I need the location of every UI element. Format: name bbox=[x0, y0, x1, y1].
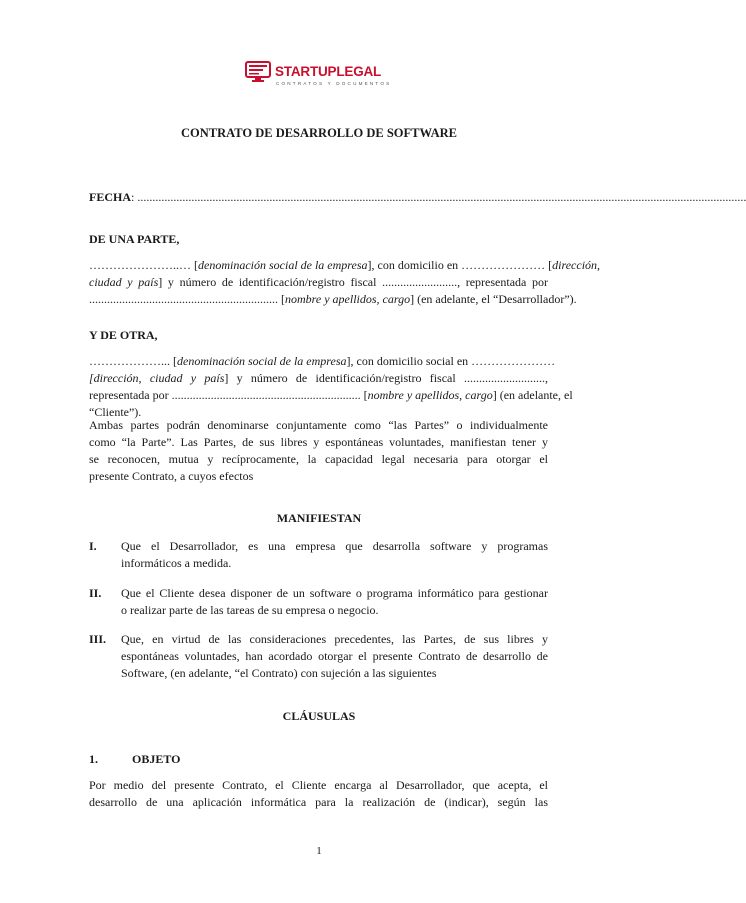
una-parte-heading: DE UNA PARTE, bbox=[89, 232, 180, 246]
document-title: CONTRATO DE DESARROLLO DE SOFTWARE bbox=[181, 126, 457, 140]
otra-parte-paragraph: ………………... [denominación social de la empresa], con domicilio social en ………………… [dirección, ciudad y país] y número de identificación/registro fiscal ..........................., representada por ............................................................... [nombre y apellidos, cargo] (en adelante, el “Cliente”). bbox=[89, 354, 573, 419]
logo-wordmark: STARTUPLEGAL bbox=[275, 64, 382, 79]
manifiesto-number-2: II. bbox=[89, 586, 102, 600]
clausula-1-paragraph: Por medio del presente Contrato, el Cliente encarga al Desarrollador, que acepta, el desarrollo de una aplicación informática para la realización de (indicar), según las bbox=[89, 778, 548, 809]
startuplegal-logo bbox=[245, 61, 392, 93]
manifiestan-heading: MANIFIESTAN bbox=[276, 511, 362, 525]
una-parte-paragraph: …………………..… [denominación social de la empresa], con domicilio en ………………… [dirección, ciudad y país] y número de identificación/registro fiscal ........................., representada por ............................................................... [nombre y apellidos, cargo] (en adelante, el “Desarrollador”). bbox=[89, 258, 601, 306]
clausulas-heading: CLÁUSULAS bbox=[282, 709, 356, 723]
page-number: 1 bbox=[316, 845, 322, 857]
ambas-partes-paragraph: Ambas partes podrán denominarse conjuntamente como “las Partes” o individualmente como “la Parte”. Las Partes, de sus libres y espontáneas voluntades, manifiestan tener y se reconocen, mutua y recíprocamente, la capacidad legal necesaria para otorgar el presente Contrato, a cuyos efectos bbox=[89, 418, 548, 483]
clausula-1-title: OBJETO bbox=[132, 752, 181, 766]
fecha-line bbox=[89, 189, 746, 205]
fecha-label: FECHA bbox=[89, 190, 131, 204]
manifiesto-item-3: Que, en virtud de las consideraciones precedentes, las Partes, de sus libres y espontáneas voluntades, han acordado otorgar el presente Contrato de desarrollo de Software, (en adelante, “el Contrato) con sujeción a las siguientes bbox=[121, 632, 548, 680]
logo-tagline: CONTRATOS Y DOCUMENTOS bbox=[276, 81, 392, 86]
manifiesto-item-2: Que el Cliente desea disponer de un software o programa informático para gestionar o realizar parte de las tareas de su empresa o negocio. bbox=[121, 586, 548, 617]
manifiesto-number-3: III. bbox=[89, 632, 107, 646]
fecha-blank: : ........................................................................................................................................................................................................... bbox=[131, 190, 746, 204]
clausula-1-number: 1. bbox=[89, 752, 98, 766]
otra-parte-heading: Y DE OTRA, bbox=[89, 328, 158, 342]
monitor-icon bbox=[245, 61, 271, 83]
manifiesto-number-1: I. bbox=[89, 539, 97, 553]
manifiesto-item-1: Que el Desarrollador, es una empresa que desarrolla software y programas informáticos a medida. bbox=[121, 539, 548, 570]
